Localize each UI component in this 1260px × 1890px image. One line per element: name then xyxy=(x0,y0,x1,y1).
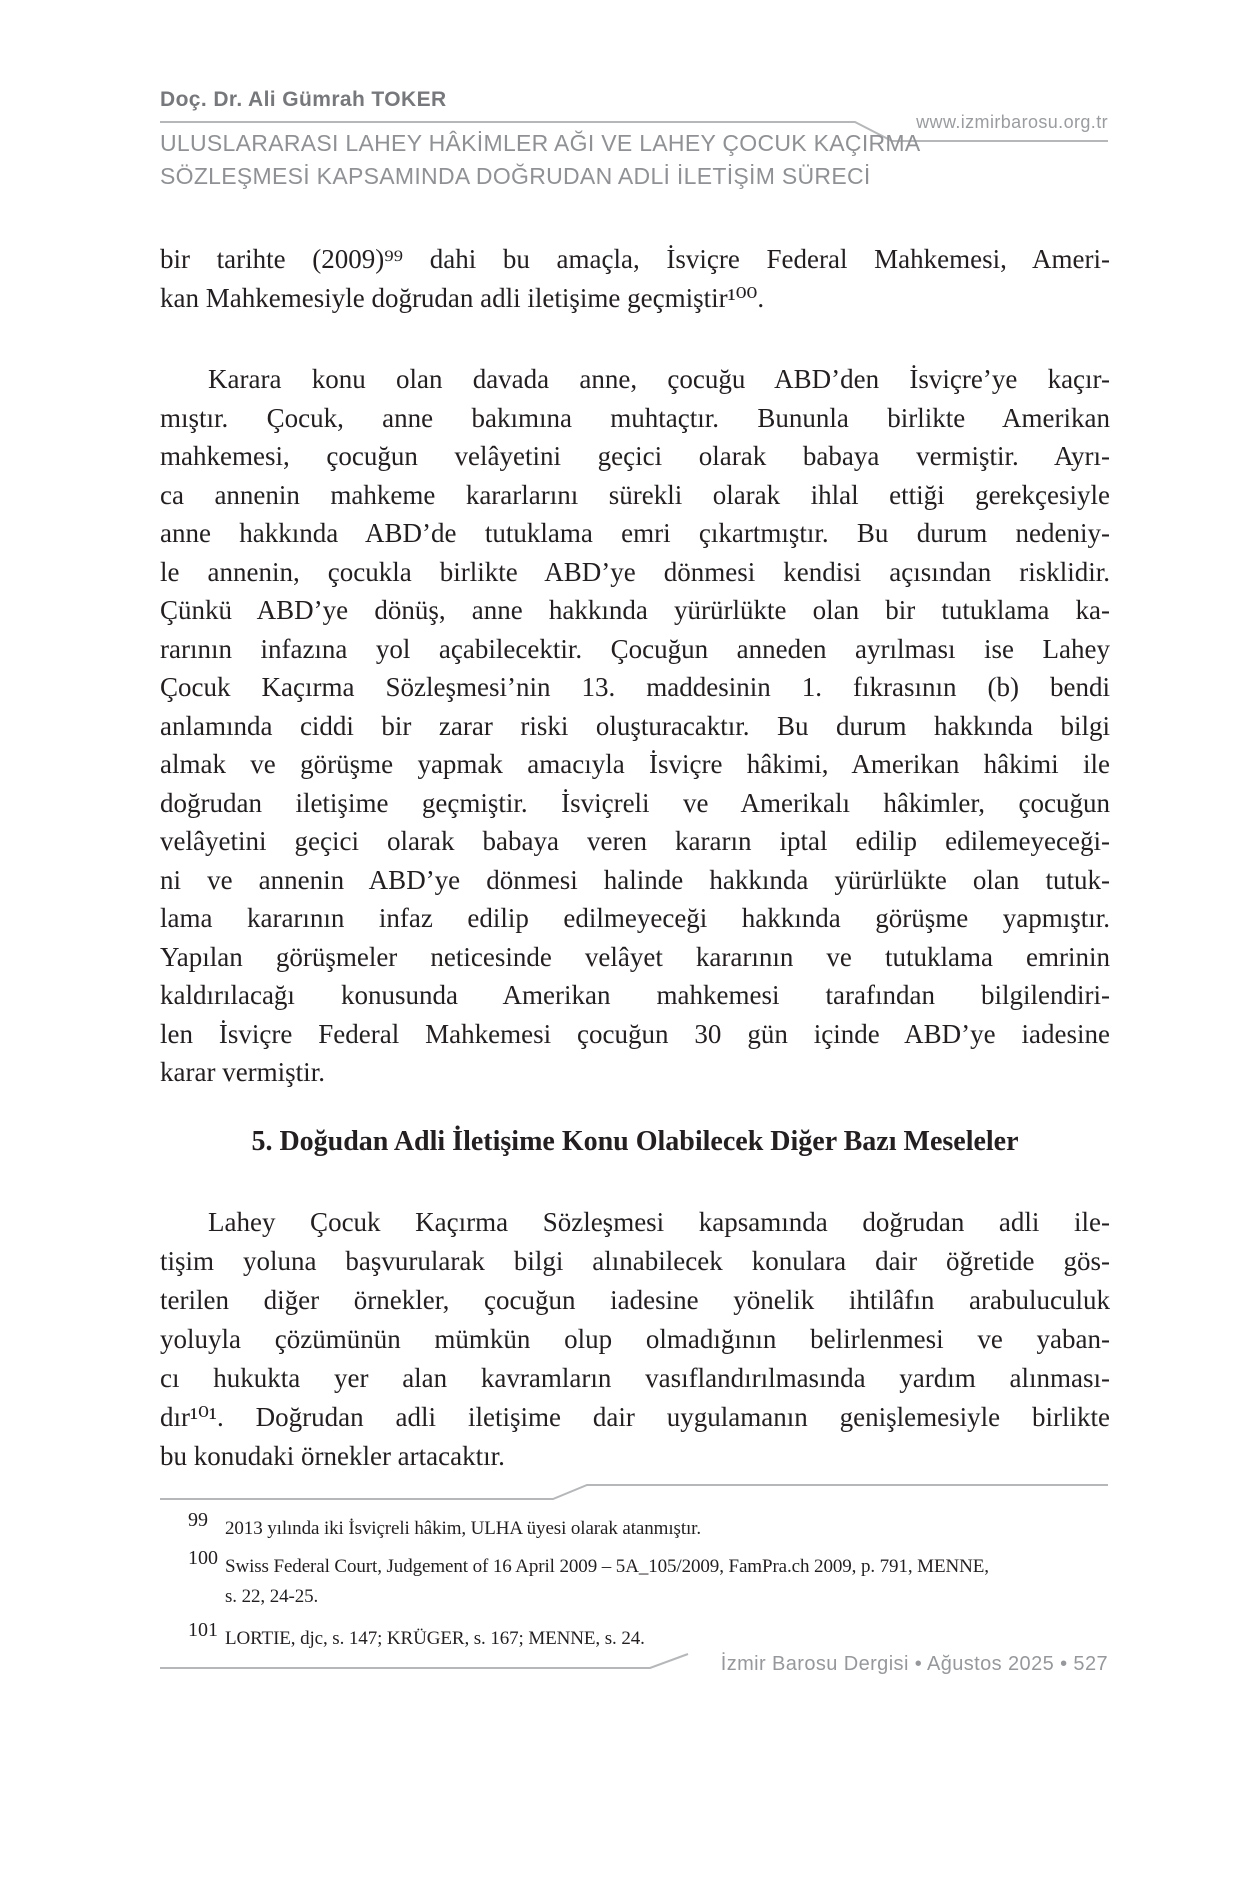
footnote-text-line: LORTIE, djc, s. 147; KRÜGER, s. 167; MENNE, s. 24. xyxy=(225,1628,645,1649)
text-line: le annenin, çocukla birlikte ABD’ye dönmesi kendisi açısından risklidir. xyxy=(160,556,1110,587)
footnote-text-line: 2013 yılında iki İsviçreli hâkim, ULHA üyesi olarak atanmıştır. xyxy=(225,1518,702,1539)
footnote-text-line: Swiss Federal Court, Judgement of 16 April 2009 – 5A_105/2009, FamPra.ch 2009, p. 791, MENNE, xyxy=(225,1556,989,1577)
text-line: anne hakkında ABD’de tutuklama emri çıkartmıştır. Bu durum nedeniy- xyxy=(160,518,1110,548)
text-line: Karara konu olan davada anne, çocuğu ABD’den İsviçre’ye kaçır- xyxy=(208,364,1110,394)
text-line: karar vermiştir. xyxy=(160,1057,325,1087)
footnote-100 xyxy=(160,1547,1110,1612)
paragraph-2 xyxy=(160,360,1110,1092)
paragraph-1 xyxy=(160,240,1110,318)
text-line: yoluyla çözümünün mümkün olup olmadığının belirlenmesi ve yaban- xyxy=(160,1324,1110,1354)
running-title xyxy=(160,127,940,193)
text-line: doğrudan iletişime geçmiştir. İsviçreli ve Amerikalı hâkimler, çocuğun xyxy=(160,787,1110,818)
footnote-number: 100 xyxy=(188,1547,218,1569)
text-line: Çocuk Kaçırma Sözleşmesi’nin 13. maddesinin 1. fıkrasının (b) bendi xyxy=(160,672,1110,702)
text-line: bir tarihte (2009)⁹⁹ dahi bu amaçla, İsviçre Federal Mahkemesi, Ameri- xyxy=(160,244,1110,274)
footnote-number: 99 xyxy=(188,1509,208,1531)
author-name: Doç. Dr. Ali Gümrah TOKER xyxy=(160,88,447,111)
website-url: www.izmirbarosu.org.tr xyxy=(916,112,1108,132)
text-line: anlamında ciddi bir zarar riski oluşturacaktır. Bu durum hakkında bilgi xyxy=(160,710,1110,741)
text-line: cı hukukta yer alan kavramların vasıflandırılmasında yardım alınması- xyxy=(160,1363,1110,1393)
footnote-text-line: s. 22, 24-25. xyxy=(225,1586,319,1607)
running-title-line2: SÖZLEŞMESİ KAPSAMINDA DOĞRUDAN ADLİ İLETİŞİM SÜRECİ xyxy=(160,163,871,189)
text-line: velâyetini geçici olarak babaya veren kararın iptal edilip edilemeyeceği- xyxy=(160,826,1110,856)
text-line: kan Mahkemesiyle doğrudan adli iletişime geçmiştir¹⁰⁰. xyxy=(160,283,765,313)
footnote-99 xyxy=(160,1509,1110,1544)
text-line: mahkemesi, çocuğun velâyetini geçici olarak babaya vermiştir. Ayrı- xyxy=(160,441,1110,471)
text-line: tişim yoluna başvurularak bilgi alınabilecek konulara dair öğretide gös- xyxy=(160,1246,1110,1276)
text-line: bu konudaki örnekler artacaktır. xyxy=(160,1441,505,1471)
text-line: ni ve annenin ABD’ye dönmesi halinde hakkında yürürlükte olan tutuk- xyxy=(160,864,1110,895)
text-line: mıştır. Çocuk, anne bakımına muhtaçtır. Bununla birlikte Amerikan xyxy=(160,402,1110,433)
text-line: almak ve görüşme yapmak amacıyla İsviçre hâkimi, Amerikan hâkimi ile xyxy=(160,749,1110,779)
running-title-line1: ULUSLARARASI LAHEY HÂKİMLER AĞI VE LAHEY ÇOCUK KAÇIRMA xyxy=(160,130,921,156)
text-line: terilen diğer örnekler, çocuğun iadesine yönelik ihtilâfın arabuluculuk xyxy=(160,1285,1110,1315)
text-line: Yapılan görüşmeler neticesinde velâyet kararının ve tutuklama emrinin xyxy=(160,941,1110,972)
text-line: Çünkü ABD’ye dönüş, anne hakkında yürürlükte olan bir tutuklama ka- xyxy=(160,595,1110,625)
text-line: kaldırılacağı konusunda Amerikan mahkemesi tarafından bilgilendiri- xyxy=(160,980,1110,1010)
text-line: rarının infazına yol açabilecektir. Çocuğun anneden ayrılması ise Lahey xyxy=(160,633,1110,664)
text-line: Lahey Çocuk Kaçırma Sözleşmesi kapsamında doğrudan adli ile- xyxy=(208,1207,1110,1237)
section-heading: 5. Doğudan Adli İletişime Konu Olabilecek Diğer Bazı Meseleler xyxy=(251,1126,1019,1157)
text-line: lama kararının infaz edilip edilmeyeceği hakkında görüşme yapmıştır. xyxy=(160,903,1110,933)
text-line: dır¹⁰¹. Doğrudan adli iletişime dair uygulamanın genişlemesiyle birlikte xyxy=(160,1402,1110,1432)
text-line: ca annenin mahkeme kararlarını sürekli olarak ihlal ettiği gerekçesiyle xyxy=(160,479,1110,510)
page-footer: İzmir Barosu Dergisi • Ağustos 2025 • 527 xyxy=(720,1653,1108,1675)
footnote-number: 101 xyxy=(188,1619,218,1641)
footnote-separator xyxy=(160,1478,1110,1504)
paragraph-3 xyxy=(160,1203,1110,1476)
text-line: len İsviçre Federal Mahkemesi çocuğun 30 gün içinde ABD’ye iadesine xyxy=(160,1018,1110,1049)
